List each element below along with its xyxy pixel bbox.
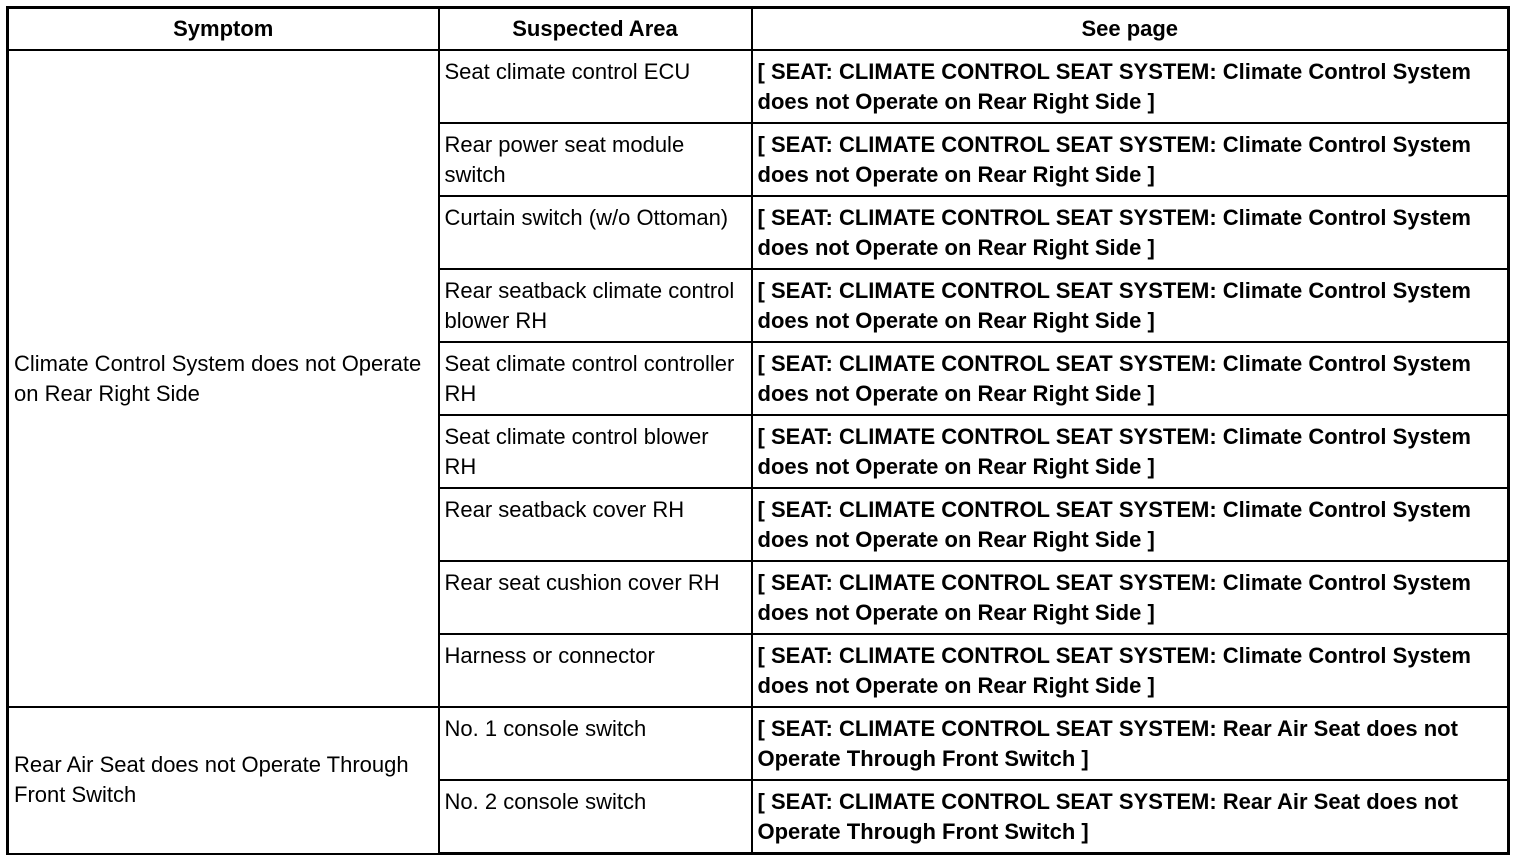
suspected-area-cell xyxy=(439,50,752,123)
suspected-area-text: No. 2 console switch xyxy=(444,789,647,814)
see-page-link[interactable]: [ SEAT: CLIMATE CONTROL SEAT SYSTEM: Climate Control System does not Operate on Rear Right Side ] xyxy=(757,132,1471,187)
see-page-cell xyxy=(752,707,1509,780)
suspected-area-text: Harness or connector xyxy=(444,643,655,668)
see-page-link[interactable]: [ SEAT: CLIMATE CONTROL SEAT SYSTEM: Climate Control System does not Operate on Rear Right Side ] xyxy=(757,570,1471,625)
suspected-area-text: Rear seatback climate control blower RH xyxy=(444,278,735,333)
see-page-link[interactable]: [ SEAT: CLIMATE CONTROL SEAT SYSTEM: Rear Air Seat does not Operate Through Front Switch ] xyxy=(757,789,1458,844)
symptom-cell xyxy=(8,707,439,854)
suspected-area-cell xyxy=(439,123,752,196)
see-page-link[interactable]: [ SEAT: CLIMATE CONTROL SEAT SYSTEM: Climate Control System does not Operate on Rear Right Side ] xyxy=(757,59,1471,114)
header-suspected-area: Suspected Area xyxy=(439,8,752,51)
suspected-area-text: Seat climate control controller RH xyxy=(444,351,735,406)
table-row xyxy=(8,707,1509,780)
see-page-link[interactable]: [ SEAT: CLIMATE CONTROL SEAT SYSTEM: Climate Control System does not Operate on Rear Right Side ] xyxy=(757,643,1471,698)
see-page-cell xyxy=(752,196,1509,269)
table-body xyxy=(8,50,1509,854)
see-page-cell xyxy=(752,50,1509,123)
suspected-area-cell xyxy=(439,342,752,415)
header-symptom: Symptom xyxy=(8,8,439,51)
see-page-link[interactable]: [ SEAT: CLIMATE CONTROL SEAT SYSTEM: Climate Control System does not Operate on Rear Right Side ] xyxy=(757,351,1471,406)
see-page-cell xyxy=(752,123,1509,196)
suspected-area-cell xyxy=(439,488,752,561)
header-row xyxy=(8,8,1509,51)
see-page-cell xyxy=(752,415,1509,488)
suspected-area-text: Seat climate control ECU xyxy=(444,59,691,84)
see-page-cell xyxy=(752,561,1509,634)
suspected-area-text: No. 1 console switch xyxy=(444,716,647,741)
suspected-area-cell xyxy=(439,780,752,854)
suspected-area-text: Rear seat cushion cover RH xyxy=(444,570,720,595)
suspected-area-cell xyxy=(439,415,752,488)
troubleshooting-table xyxy=(6,6,1510,855)
symptom-cell xyxy=(8,50,439,707)
suspected-area-text: Seat climate control blower RH xyxy=(444,424,709,479)
header-see-page: See page xyxy=(752,8,1509,51)
see-page-link[interactable]: [ SEAT: CLIMATE CONTROL SEAT SYSTEM: Climate Control System does not Operate on Rear Right Side ] xyxy=(757,497,1471,552)
symptom-text: Climate Control System does not Operate on Rear Right Side xyxy=(14,350,422,406)
suspected-area-cell xyxy=(439,561,752,634)
suspected-area-cell xyxy=(439,196,752,269)
suspected-area-text: Rear power seat module switch xyxy=(444,132,685,187)
see-page-link[interactable]: [ SEAT: CLIMATE CONTROL SEAT SYSTEM: Climate Control System does not Operate on Rear Right Side ] xyxy=(757,205,1471,260)
see-page-link[interactable]: [ SEAT: CLIMATE CONTROL SEAT SYSTEM: Climate Control System does not Operate on Rear Right Side ] xyxy=(757,424,1471,479)
see-page-cell xyxy=(752,269,1509,342)
see-page-cell xyxy=(752,780,1509,854)
suspected-area-text: Rear seatback cover RH xyxy=(444,497,685,522)
suspected-area-cell xyxy=(439,707,752,780)
suspected-area-cell xyxy=(439,269,752,342)
see-page-link[interactable]: [ SEAT: CLIMATE CONTROL SEAT SYSTEM: Climate Control System does not Operate on Rear Right Side ] xyxy=(757,278,1471,333)
see-page-cell xyxy=(752,488,1509,561)
suspected-area-cell xyxy=(439,634,752,707)
see-page-cell xyxy=(752,634,1509,707)
table-row xyxy=(8,50,1509,123)
see-page-link[interactable]: [ SEAT: CLIMATE CONTROL SEAT SYSTEM: Rear Air Seat does not Operate Through Front Switch ] xyxy=(757,716,1458,771)
symptom-text: Rear Air Seat does not Operate Through Front Switch xyxy=(14,752,409,808)
suspected-area-text: Curtain switch (w/o Ottoman) xyxy=(444,205,729,230)
see-page-cell xyxy=(752,342,1509,415)
